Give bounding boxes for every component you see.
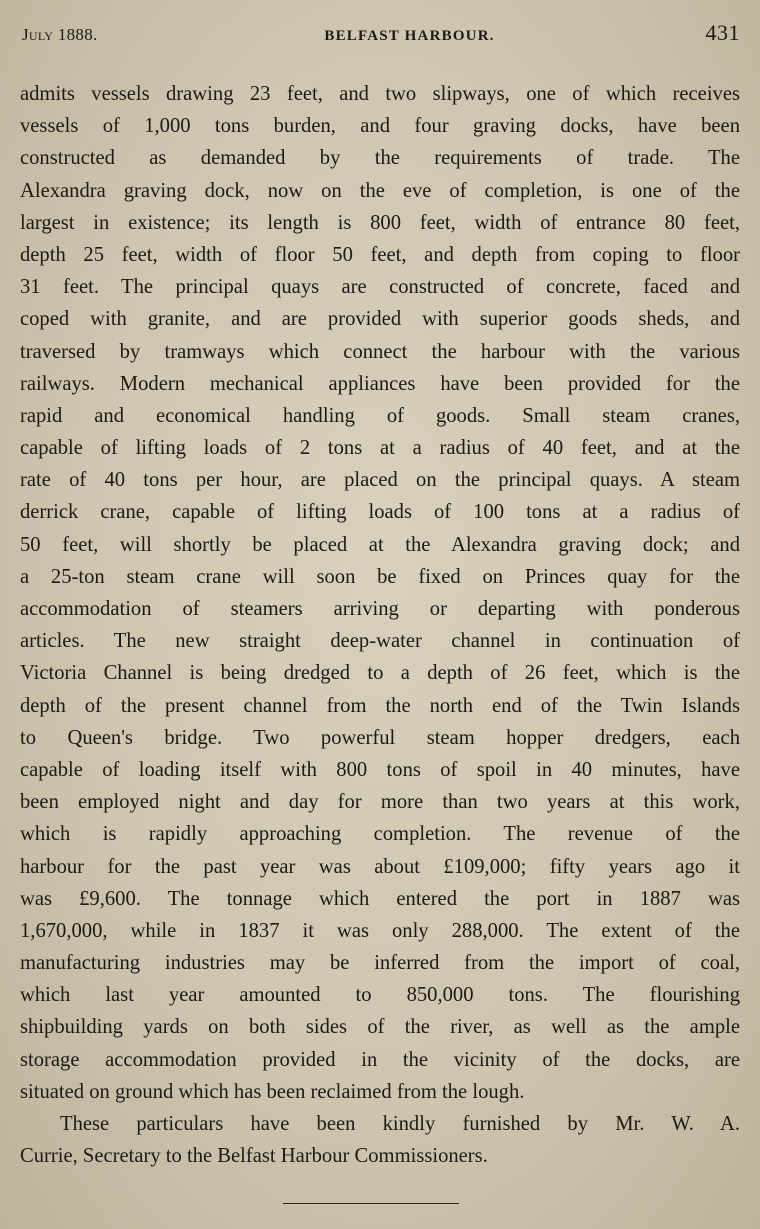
text-line: articles. The new straight deep-water channel in continuation of [20, 630, 740, 653]
running-head [22, 20, 740, 52]
text-line: accommodation of steamers arriving or departing with ponderous [20, 598, 740, 620]
text-line: depth of the present channel from the north end of the Twin Islands [20, 694, 740, 717]
text-line: coped with granite, and are provided with superior goods sheds, and [20, 308, 740, 331]
page-number: 431 [705, 20, 740, 45]
text-line: These particulars have been kindly furnished by Mr. W. A. [60, 1113, 740, 1135]
header-title: BELFAST HARBOUR. [324, 28, 495, 44]
text-line: capable of loading itself with 800 tons of spoil in 40 minutes, have [20, 758, 740, 781]
text-line: 31 feet. The principal quays are constructed of concrete, faced and [20, 276, 740, 299]
text-line: harbour for the past year was about £109,000; fifty years ago it [20, 855, 740, 878]
text-line: was £9,600. The tonnage which entered the port in 1887 was [20, 887, 740, 910]
text-line: largest in existence; its length is 800 feet, width of entrance 80 feet, [20, 211, 740, 234]
text-line: a 25-ton steam crane will soon be fixed on Princes quay for the [20, 565, 740, 588]
text-line: railways. Modern mechanical appliances have been provided for the [20, 372, 740, 395]
text-line: derrick crane, capable of lifting loads of 100 tons at a radius of [20, 501, 740, 524]
body-text [20, 78, 740, 1172]
text-line: rate of 40 tons per hour, are placed on the principal quays. A steam [20, 469, 740, 492]
text-line: been employed night and day for more than two years at this work, [20, 791, 740, 814]
text-line: 1,670,000, while in 1837 it was only 288,000. The extent of the [20, 919, 740, 942]
text-line: storage accommodation provided in the vicinity of the docks, are [20, 1048, 740, 1071]
text-line: Currie, Secretary to the Belfast Harbour Commissioners. [20, 1145, 488, 1168]
paragraph-harbour-works [20, 78, 740, 1108]
text-line: 50 feet, will shortly be placed at the Alexandra graving dock; and [20, 533, 740, 556]
text-line: vessels of 1,000 tons burden, and four graving docks, have been [20, 115, 740, 138]
end-rule [283, 1203, 459, 1204]
text-line: which is rapidly approaching completion. The revenue of the [20, 823, 740, 846]
text-line: which last year amounted to 850,000 tons. The flourishing [20, 984, 740, 1007]
header-date: July 1888. [22, 25, 98, 44]
text-line: Victoria Channel is being dredged to a depth of 26 feet, which is the [20, 662, 740, 685]
text-line: to Queen's bridge. Two powerful steam hopper dredgers, each [20, 726, 740, 749]
text-line: capable of lifting loads of 2 tons at a radius of 40 feet, and at the [20, 437, 740, 460]
text-line: rapid and economical handling of goods. Small steam cranes, [20, 404, 740, 427]
text-line: shipbuilding yards on both sides of the river, as well as the ample [20, 1016, 740, 1039]
text-line: admits vessels drawing 23 feet, and two slipways, one of which receives [20, 83, 740, 105]
paragraph-acknowledgement [20, 1108, 740, 1172]
text-line: constructed as demanded by the requirements of trade. The [20, 147, 740, 170]
text-line: Alexandra graving dock, now on the eve of completion, is one of the [20, 179, 740, 202]
text-line: situated on ground which has been reclaimed from the lough. [20, 1080, 525, 1103]
text-line: manufacturing industries may be inferred from the import of coal, [20, 952, 740, 975]
text-line: traversed by tramways which connect the harbour with the various [20, 340, 740, 363]
text-line: depth 25 feet, width of floor 50 feet, and depth from coping to floor [20, 243, 740, 266]
